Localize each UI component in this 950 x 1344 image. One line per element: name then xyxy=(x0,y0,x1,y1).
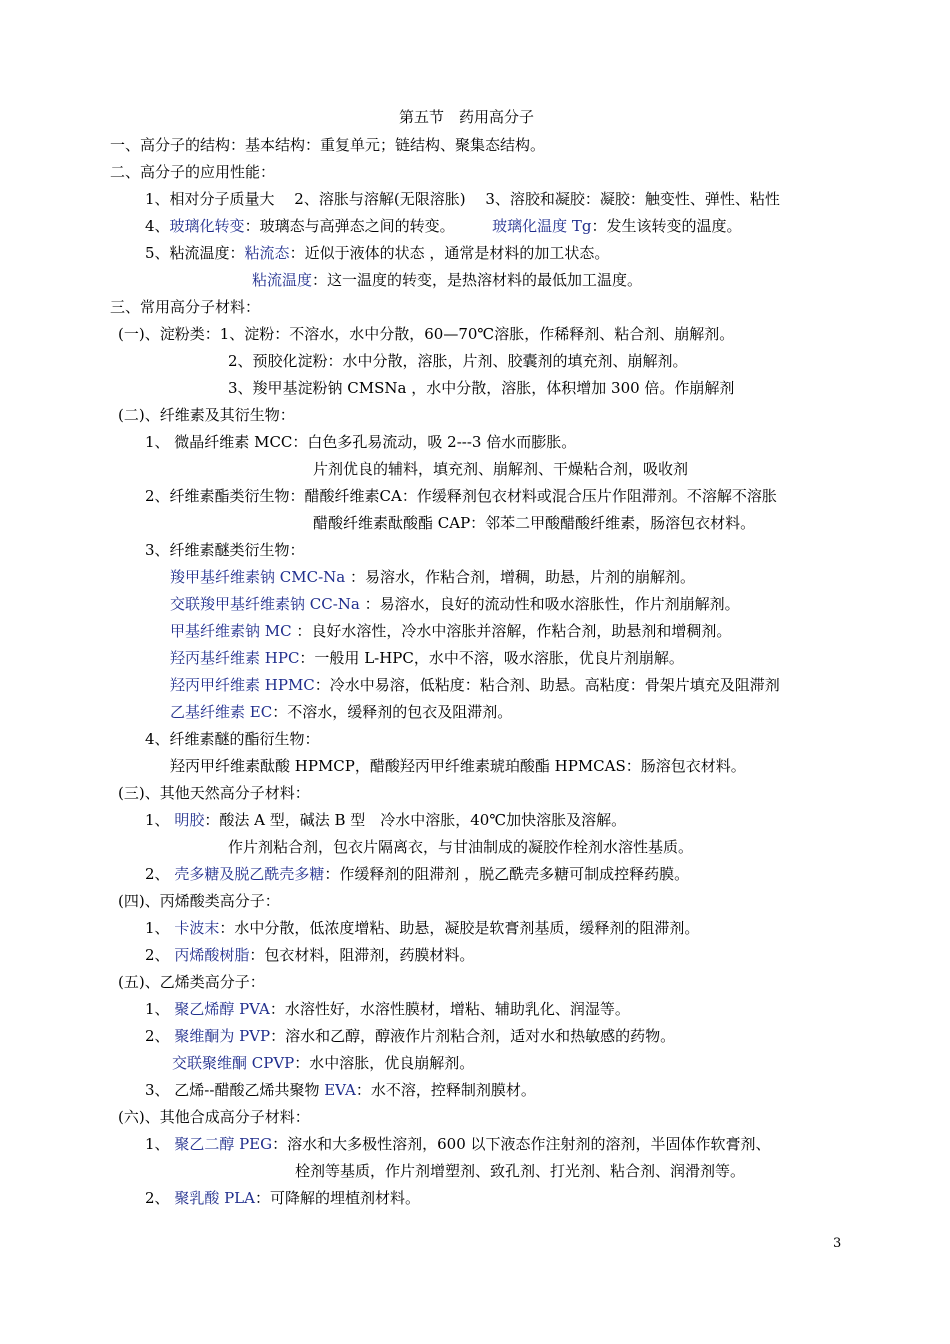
text-segment: 1、相对分子质量大 2、溶胀与溶解(无限溶胀) 3、溶胶和凝胶：凝胶：触变性、弹性、粘性 xyxy=(145,190,780,208)
text-line xyxy=(145,999,630,1019)
text-segment: (五)、乙烯类高分子： xyxy=(118,973,265,991)
text-line xyxy=(145,864,689,884)
highlighted-term: 明胶 xyxy=(174,811,205,829)
text-segment: 作片剂粘合剂，包衣片隔离衣，与甘油制成的凝胶作栓剂水溶性基质。 xyxy=(228,838,694,856)
highlighted-term: 羟丙基纤维素 HPC xyxy=(170,649,300,667)
highlighted-term: 聚乙烯醇 PVA xyxy=(174,1000,270,1018)
text-segment: (二)、纤维素及其衍生物： xyxy=(118,406,295,424)
text-line xyxy=(170,675,780,695)
text-line xyxy=(145,540,305,560)
text-segment: 1、 微晶纤维素 MCC：白色多孔易流动，吸 2---3 倍水而膨胀。 xyxy=(145,433,577,451)
text-segment: 1、 xyxy=(145,1135,175,1153)
text-segment: 片剂优良的辅料，填充剂、崩解剂、干燥粘合剂，吸收剂 xyxy=(313,460,689,478)
text-line xyxy=(295,1161,745,1181)
highlighted-term: 丙烯酸树脂 xyxy=(174,946,250,964)
text-line xyxy=(118,783,310,803)
text-line xyxy=(252,270,642,290)
text-segment: ：水中分散，低浓度增粘、助悬，凝胶是软膏剂基质，缓释剂的阻滞剂。 xyxy=(219,919,700,937)
text-line xyxy=(145,216,741,236)
highlighted-term: 壳多糖及脱乙酰壳多糖 xyxy=(174,865,325,883)
text-line xyxy=(118,972,265,992)
text-segment: 1、 xyxy=(145,811,175,829)
text-line xyxy=(170,756,746,776)
text-segment: ：玻璃态与高弹态之间的转变。 xyxy=(244,217,493,235)
highlighted-term: 羧甲基纤维素钠 CMC-Na xyxy=(170,568,346,586)
highlighted-term: 玻璃化温度 Tg xyxy=(492,217,592,235)
text-segment: 3、纤维素醚类衍生物： xyxy=(145,541,305,559)
page-number: 3 xyxy=(833,1236,842,1251)
text-line xyxy=(145,810,626,830)
text-segment: 1、 xyxy=(145,1000,175,1018)
text-segment: 2、 xyxy=(145,1027,175,1045)
page-title: 第五节 药用高分子 xyxy=(399,108,535,126)
text-line xyxy=(110,297,260,317)
text-segment: (四)、丙烯酸类高分子： xyxy=(118,892,280,910)
highlighted-term: 甲基纤维素钠 MC xyxy=(170,622,292,640)
text-line xyxy=(145,729,320,749)
text-segment: ：易溶水，良好的流动性和吸水溶胀性，作片剂崩解剂。 xyxy=(359,595,740,613)
highlighted-term: 聚乙二醇 PEG xyxy=(174,1135,273,1153)
text-segment: 羟丙甲纤维素酞酸 HPMCP，醋酸羟丙甲纤维素琥珀酸酯 HPMCAS：肠溶包衣材料。 xyxy=(170,757,746,775)
text-segment: 3、羧甲基淀粉钠 CMSNa ，水中分散，溶胀，体积增加 300 倍。作崩解剂 xyxy=(228,379,735,397)
text-segment: (六)、其他合成高分子材料： xyxy=(118,1108,310,1126)
text-line xyxy=(145,486,777,506)
text-segment: ：良好水溶性，冷水中溶胀并溶解，作粘合剂，助悬剂和增稠剂。 xyxy=(291,622,732,640)
text-segment: ：溶水和乙醇，醇液作片剂粘合剂，适对水和热敏感的药物。 xyxy=(270,1027,676,1045)
text-line xyxy=(170,594,740,614)
text-segment: 4、纤维素醚的酯衍生物： xyxy=(145,730,320,748)
highlighted-term: 粘流态 xyxy=(244,244,290,262)
text-segment: ：水不溶，控释制剂膜材。 xyxy=(355,1081,536,1099)
text-segment: ：作缓释剂的阻滞剂 ，脱乙酰壳多糖可制成控释药膜。 xyxy=(324,865,690,883)
highlighted-term: 玻璃化转变 xyxy=(169,217,245,235)
text-line xyxy=(172,1053,474,1073)
text-line xyxy=(145,243,609,263)
text-line xyxy=(118,405,295,425)
text-segment: (三)、其他天然高分子材料： xyxy=(118,784,310,802)
highlighted-term: 聚维酮为 PVP xyxy=(174,1027,271,1045)
text-line xyxy=(145,1080,536,1100)
text-segment: ：溶水和大多极性溶剂，600 以下液态作注射剂的溶剂，半固体作软膏剂、 xyxy=(272,1135,771,1153)
text-line xyxy=(228,351,688,371)
highlighted-term: 乙基纤维素 EC xyxy=(170,703,273,721)
text-segment: (一)、淀粉类：1、淀粉：不溶水，水中分散，60—70℃溶胀，作稀释剂、粘合剂、崩解剂。 xyxy=(118,325,735,343)
text-line xyxy=(170,702,512,722)
text-line xyxy=(170,648,684,668)
text-segment: 三、常用高分子材料： xyxy=(110,298,261,316)
text-segment: 二、高分子的应用性能： xyxy=(110,163,276,181)
text-line xyxy=(145,1134,771,1154)
text-segment: ：酸法 A 型，碱法 B 型 冷水中溶胀，40℃加快溶胀及溶解。 xyxy=(204,811,627,829)
text-segment: ：这一温度的转变，是热溶材料的最低加工温度。 xyxy=(312,271,643,289)
text-line xyxy=(145,945,474,965)
highlighted-term: 卡波末 xyxy=(174,919,220,937)
highlighted-term: 粘流温度 xyxy=(252,271,313,289)
highlighted-term: 交联聚维酮 CPVP xyxy=(172,1054,295,1072)
text-segment: ：可降解的埋植剂材料。 xyxy=(254,1189,420,1207)
text-segment: ：不溶水，缓释剂的包衣及阻滞剂。 xyxy=(272,703,513,721)
text-segment: 4、 xyxy=(145,217,170,235)
text-line xyxy=(170,567,695,587)
text-segment: ：冷水中易溶，低粘度：粘合剂、助悬。高粘度：骨架片填充及阻滞剂 xyxy=(314,676,780,694)
text-segment: ：包衣材料，阻滞剂，药膜材料。 xyxy=(249,946,475,964)
text-line xyxy=(145,1026,675,1046)
text-segment: 2、 xyxy=(145,865,175,883)
text-line xyxy=(118,891,280,911)
text-line xyxy=(228,837,693,857)
text-line xyxy=(145,1188,420,1208)
text-line xyxy=(313,459,688,479)
text-line xyxy=(110,162,275,182)
text-line xyxy=(228,378,734,398)
text-segment: 一、高分子的结构：基本结构：重复单元；链结构、聚集态结构。 xyxy=(110,136,546,154)
text-line xyxy=(145,918,699,938)
text-line xyxy=(118,1107,310,1127)
text-segment: 2、纤维素酯类衍生物：醋酸纤维素CA：作缓释剂包衣材料或混合压片作阻滞剂。不溶解不溶胀 xyxy=(145,487,777,505)
text-segment: ：易溶水，作粘合剂，增稠，助悬，片剂的崩解剂。 xyxy=(345,568,695,586)
text-segment: ：水中溶胀，优良崩解剂。 xyxy=(294,1054,475,1072)
highlighted-term: 交联羧甲基纤维素钠 CC-Na xyxy=(170,595,360,613)
text-segment: 醋酸纤维素酞酸酯 CAP：邻苯二甲酸醋酸纤维素，肠溶包衣材料。 xyxy=(313,514,756,532)
text-line xyxy=(145,432,576,452)
text-segment: ：发生该转变的温度。 xyxy=(591,217,742,235)
text-segment: 2、预胶化淀粉：水中分散，溶胀，片剂、胶囊剂的填充剂、崩解剂。 xyxy=(228,352,688,370)
text-segment: 栓剂等基质，作片剂增塑剂、致孔剂、打光剂、粘合剂、润滑剂等。 xyxy=(295,1162,746,1180)
text-segment: 2、 xyxy=(145,946,175,964)
text-line xyxy=(145,189,780,209)
text-segment: 5、粘流温度： xyxy=(145,244,245,262)
highlighted-term: EVA xyxy=(324,1081,356,1099)
text-segment: 3、 乙烯--醋酸乙烯共聚物 xyxy=(145,1081,325,1099)
text-segment: ：近似于液体的状态 ，通常是材料的加工状态。 xyxy=(289,244,610,262)
text-segment: ：一般用 L-HPC，水中不溶，吸水溶胀，优良片剂崩解。 xyxy=(299,649,684,667)
highlighted-term: 羟丙甲纤维素 HPMC xyxy=(170,676,315,694)
text-line xyxy=(170,621,731,641)
text-segment: 2、 xyxy=(145,1189,175,1207)
text-segment: ：水溶性好，水溶性膜材，增粘、辅助乳化、润湿等。 xyxy=(269,1000,630,1018)
text-line xyxy=(110,135,545,155)
text-line xyxy=(118,324,734,344)
text-line xyxy=(313,513,755,533)
text-segment: 1、 xyxy=(145,919,175,937)
highlighted-term: 聚乳酸 PLA xyxy=(174,1189,255,1207)
